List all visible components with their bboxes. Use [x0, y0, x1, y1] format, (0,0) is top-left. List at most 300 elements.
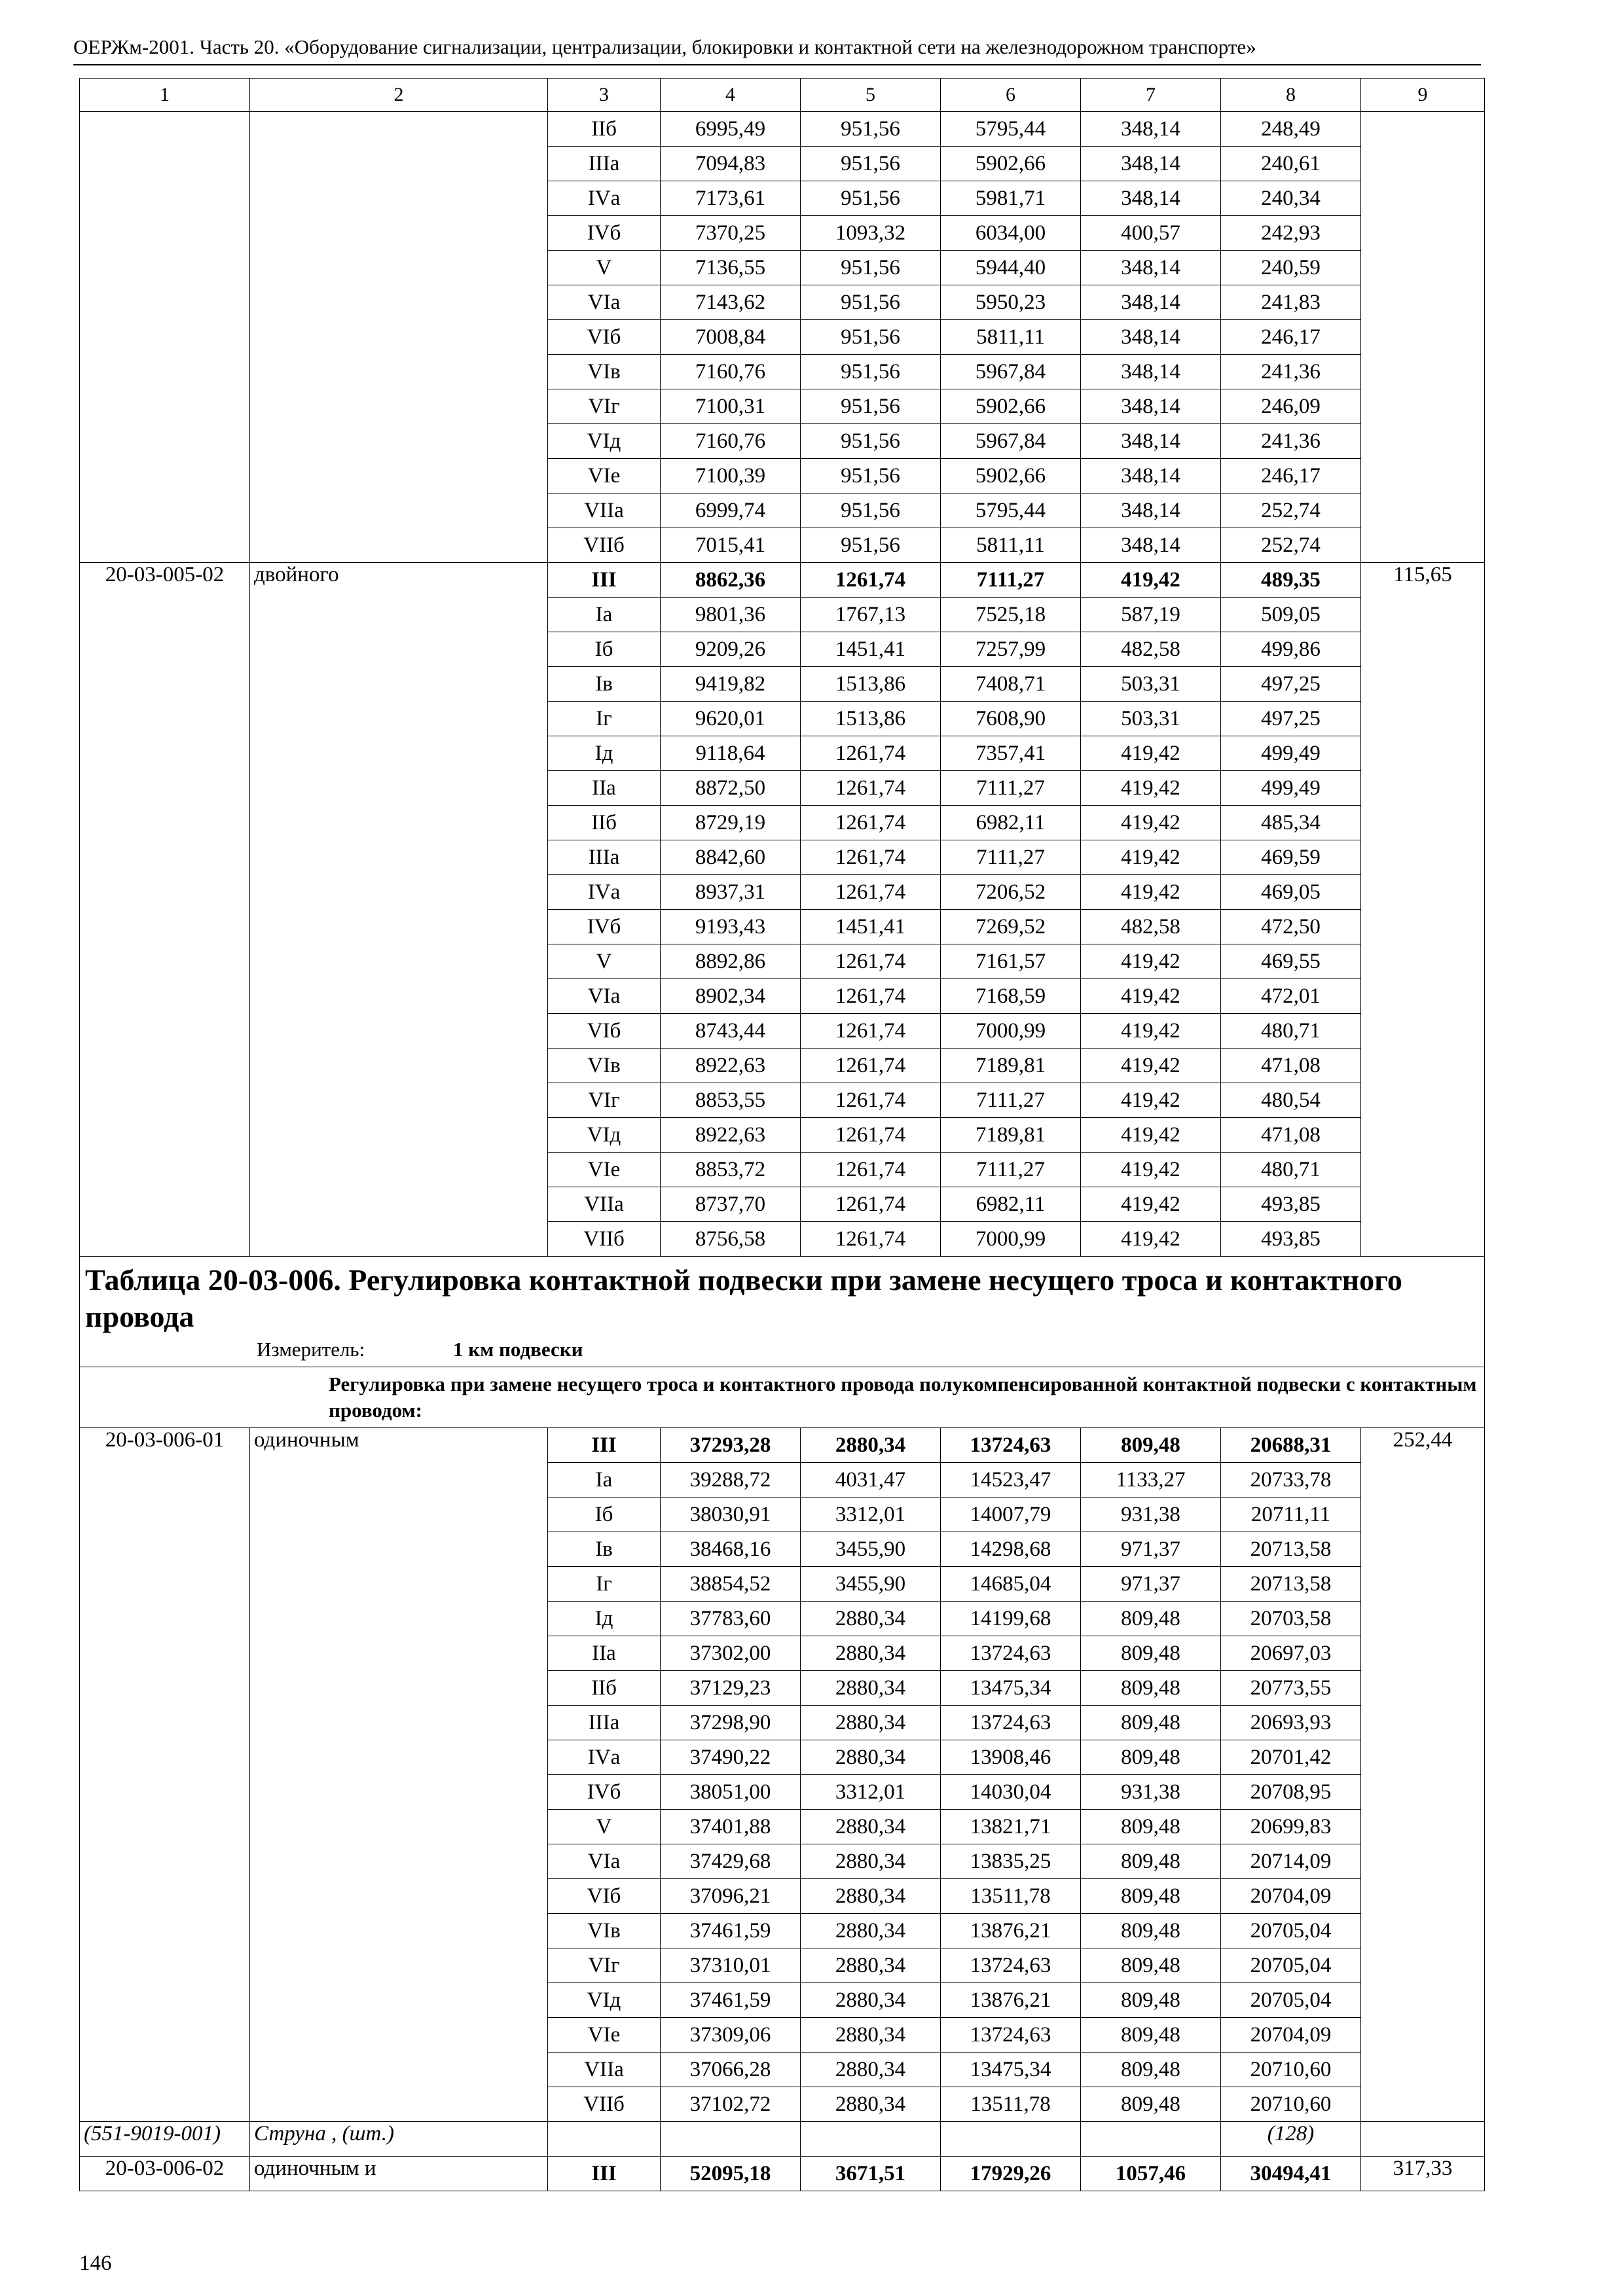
cell-col-5: 951,56	[801, 493, 941, 528]
cell-col-4: 7160,76	[661, 424, 801, 459]
cell-col-5: 951,56	[801, 320, 941, 355]
cell-col-5: 2880,34	[801, 1636, 941, 1671]
cell-col-7: 419,42	[1081, 736, 1221, 771]
cell-col-7: 348,14	[1081, 355, 1221, 389]
cell-col-3: VIд	[548, 424, 661, 459]
cell-col-3: VIб	[548, 320, 661, 355]
cell-col-7: 482,58	[1081, 632, 1221, 667]
cell-col-6: 7111,27	[941, 563, 1081, 598]
cell-col-3: Iа	[548, 598, 661, 632]
cell-col-4: 9620,01	[661, 702, 801, 736]
cell-col-4: 8902,34	[661, 979, 801, 1014]
cell-col-8: 246,09	[1221, 389, 1361, 424]
cell-col-6: 5902,66	[941, 459, 1081, 493]
cell-col-4: 6995,49	[661, 112, 801, 147]
meter-row	[85, 1336, 1479, 1363]
cell-col-5: 951,56	[801, 181, 941, 216]
cell-col-5: 1261,74	[801, 1014, 941, 1049]
cell-col-7: 348,14	[1081, 528, 1221, 563]
cell-col-7: 400,57	[1081, 216, 1221, 251]
cell-col-6: 5981,71	[941, 181, 1081, 216]
cell-col-4: 9801,36	[661, 598, 801, 632]
cell-col-4: 9209,26	[661, 632, 801, 667]
cell-col-8: (128)	[1221, 2122, 1361, 2157]
cell-col-8: 248,49	[1221, 112, 1361, 147]
cell-col-6: 7408,71	[941, 667, 1081, 702]
cell-col-4: 37461,59	[661, 1983, 801, 2018]
cell-col-3: VIг	[548, 389, 661, 424]
cell-col-4: 8922,63	[661, 1049, 801, 1083]
cell-col-4: 38854,52	[661, 1567, 801, 1602]
cell-col-4: 7143,62	[661, 285, 801, 320]
cell-col-7: 348,14	[1081, 320, 1221, 355]
cell-col-5: 951,56	[801, 528, 941, 563]
cell-col-5: 951,56	[801, 112, 941, 147]
cell-col-6: 14030,04	[941, 1775, 1081, 1810]
cell-col-8: 20710,60	[1221, 2087, 1361, 2122]
cell-col-6: 14523,47	[941, 1463, 1081, 1498]
cell-col-1	[80, 112, 250, 563]
cell-col-6: 5902,66	[941, 147, 1081, 181]
cell-col-6: 13876,21	[941, 1983, 1081, 2018]
cell-col-5: 951,56	[801, 285, 941, 320]
cell-col-8: 241,36	[1221, 424, 1361, 459]
cell-col-5: 1451,41	[801, 910, 941, 944]
cell-col-7: 587,19	[1081, 598, 1221, 632]
cell-col-7: 809,48	[1081, 1740, 1221, 1775]
cell-col-7: 503,31	[1081, 667, 1221, 702]
cell-col-7: 809,48	[1081, 2018, 1221, 2053]
cell-col-4: 8892,86	[661, 944, 801, 979]
cell-col-4: 38051,00	[661, 1775, 801, 1810]
cell-col-3: VIIб	[548, 1222, 661, 1257]
cell-col-8: 240,34	[1221, 181, 1361, 216]
cell-col-3: V	[548, 1810, 661, 1844]
cell-col-3: VIв	[548, 1914, 661, 1948]
cell-col-2	[250, 112, 548, 563]
cell-col-4: 7015,41	[661, 528, 801, 563]
cell-col-3: IIIа	[548, 1706, 661, 1740]
cell-col-7: 931,38	[1081, 1775, 1221, 1810]
cell-col-3: Iв	[548, 1532, 661, 1567]
cell-col-4: 37310,01	[661, 1948, 801, 1983]
cell-col-4: 37102,72	[661, 2087, 801, 2122]
cell-col-3: Iб	[548, 632, 661, 667]
cell-col-4: 37429,68	[661, 1844, 801, 1879]
cell-col-5: 951,56	[801, 251, 941, 285]
cell-col-5: 1261,74	[801, 771, 941, 806]
cell-col-4: 37401,88	[661, 1810, 801, 1844]
cell-col-1: 20-03-005-02	[80, 563, 250, 1257]
cell-col-4	[661, 2122, 801, 2157]
cell-col-5: 1261,74	[801, 979, 941, 1014]
cell-col-8: 20688,31	[1221, 1428, 1361, 1463]
cell-col-1: 20-03-006-02	[80, 2157, 250, 2191]
table-row	[80, 1428, 1485, 1463]
cell-col-8: 20704,09	[1221, 1879, 1361, 1914]
cell-col-4: 8862,36	[661, 563, 801, 598]
cell-col-7: 419,42	[1081, 1083, 1221, 1118]
cell-col-7: 419,42	[1081, 1153, 1221, 1187]
cell-col-5: 1261,74	[801, 1153, 941, 1187]
cell-col-4: 7008,84	[661, 320, 801, 355]
cell-col-4: 8737,70	[661, 1187, 801, 1222]
cell-col-5: 1261,74	[801, 736, 941, 771]
cell-col-7: 419,42	[1081, 1187, 1221, 1222]
cell-col-5: 1261,74	[801, 1187, 941, 1222]
cell-col-4: 37490,22	[661, 1740, 801, 1775]
cell-col-7: 809,48	[1081, 1983, 1221, 2018]
cell-col-6: 7257,99	[941, 632, 1081, 667]
cell-col-7: 809,48	[1081, 1636, 1221, 1671]
cell-col-6: 7111,27	[941, 1153, 1081, 1187]
cell-col-3: IIа	[548, 1636, 661, 1671]
cell-col-5: 1513,86	[801, 702, 941, 736]
cell-col-4: 7160,76	[661, 355, 801, 389]
cell-col-4: 7094,83	[661, 147, 801, 181]
cell-col-6: 13835,25	[941, 1844, 1081, 1879]
cell-col-6: 7161,57	[941, 944, 1081, 979]
cell-col-3: VIа	[548, 1844, 661, 1879]
cell-col-7: 419,42	[1081, 806, 1221, 840]
running-header: ОЕРЖм-2001. Часть 20. «Оборудование сигнализации, централизации, блокировки и контактной сети на железнодорожном транспорте»	[73, 34, 1481, 65]
cell-col-8: 20697,03	[1221, 1636, 1361, 1671]
cell-col-6: 13724,63	[941, 1636, 1081, 1671]
cell-col-5: 1261,74	[801, 1118, 941, 1153]
cell-col-7: 419,42	[1081, 944, 1221, 979]
cell-col-6: 6034,00	[941, 216, 1081, 251]
cell-col-7: 809,48	[1081, 1914, 1221, 1948]
resource-table	[79, 78, 1485, 2191]
cell-col-5: 1093,32	[801, 216, 941, 251]
cell-col-3: IIб	[548, 1671, 661, 1706]
cell-col-8: 469,59	[1221, 840, 1361, 875]
cell-col-5: 1261,74	[801, 1049, 941, 1083]
cell-col-4: 38030,91	[661, 1498, 801, 1532]
cell-col-4: 8922,63	[661, 1118, 801, 1153]
cell-col-6: 7189,81	[941, 1118, 1081, 1153]
cell-col-4: 8872,50	[661, 771, 801, 806]
cell-col-7: 419,42	[1081, 979, 1221, 1014]
cell-col-6: 13724,63	[941, 1428, 1081, 1463]
cell-col-5: 2880,34	[801, 1740, 941, 1775]
cell-col-5: 2880,34	[801, 1844, 941, 1879]
cell-col-7: 809,48	[1081, 1844, 1221, 1879]
cell-col-5: 951,56	[801, 147, 941, 181]
cell-col-3: VIе	[548, 1153, 661, 1187]
page-number: 146	[79, 2251, 112, 2275]
cell-col-9	[1361, 112, 1485, 563]
cell-col-8: 499,49	[1221, 736, 1361, 771]
cell-col-7: 348,14	[1081, 424, 1221, 459]
section-title-cell	[80, 1257, 1485, 1367]
cell-col-5: 1261,74	[801, 806, 941, 840]
cell-col-8: 242,93	[1221, 216, 1361, 251]
cell-col-7: 809,48	[1081, 2087, 1221, 2122]
column-number: 8	[1221, 79, 1361, 112]
cell-col-7: 419,42	[1081, 1014, 1221, 1049]
cell-col-3: Iв	[548, 667, 661, 702]
cell-col-7: 348,14	[1081, 251, 1221, 285]
cell-col-6: 13724,63	[941, 2018, 1081, 2053]
cell-col-8: 480,71	[1221, 1153, 1361, 1187]
subheading: Регулировка при замене несущего троса и контактного провода полукомпенсированной контактной подвески с контактным проводом:	[80, 1367, 1485, 1428]
cell-col-8: 240,59	[1221, 251, 1361, 285]
cell-col-6: 14199,68	[941, 1602, 1081, 1636]
cell-col-4: 37302,00	[661, 1636, 801, 1671]
cell-col-8: 469,05	[1221, 875, 1361, 910]
cell-col-8: 20710,60	[1221, 2053, 1361, 2087]
cell-col-8: 471,08	[1221, 1049, 1361, 1083]
cell-col-4: 52095,18	[661, 2157, 801, 2191]
cell-col-8: 20701,42	[1221, 1740, 1361, 1775]
cell-col-7: 419,42	[1081, 1118, 1221, 1153]
cell-col-5: 1767,13	[801, 598, 941, 632]
cell-col-7: 809,48	[1081, 2053, 1221, 2087]
cell-col-6: 7608,90	[941, 702, 1081, 736]
cell-col-5: 2880,34	[801, 1983, 941, 2018]
cell-col-7: 971,37	[1081, 1567, 1221, 1602]
cell-col-4: 9193,43	[661, 910, 801, 944]
cell-col-8: 493,85	[1221, 1187, 1361, 1222]
cell-col-8: 509,05	[1221, 598, 1361, 632]
cell-col-4: 7173,61	[661, 181, 801, 216]
cell-col-4: 8937,31	[661, 875, 801, 910]
cell-col-6: 14298,68	[941, 1532, 1081, 1567]
cell-col-6: 6982,11	[941, 1187, 1081, 1222]
cell-col-3: VIе	[548, 2018, 661, 2053]
cell-col-8: 497,25	[1221, 667, 1361, 702]
cell-col-7: 1057,46	[1081, 2157, 1221, 2191]
cell-col-6: 7000,99	[941, 1222, 1081, 1257]
cell-col-7: 348,14	[1081, 459, 1221, 493]
cell-col-6: 13724,63	[941, 1706, 1081, 1740]
cell-col-6: 7269,52	[941, 910, 1081, 944]
cell-col-8: 493,85	[1221, 1222, 1361, 1257]
cell-col-3: III	[548, 2157, 661, 2191]
cell-col-3: VIб	[548, 1879, 661, 1914]
material-row	[80, 2122, 1485, 2157]
cell-col-5: 2880,34	[801, 1428, 941, 1463]
cell-col-6: 5967,84	[941, 424, 1081, 459]
cell-col-5: 1261,74	[801, 1083, 941, 1118]
cell-col-7: 503,31	[1081, 702, 1221, 736]
cell-col-4: 8729,19	[661, 806, 801, 840]
cell-col-7: 971,37	[1081, 1532, 1221, 1567]
cell-col-7: 482,58	[1081, 910, 1221, 944]
cell-col-8: 471,08	[1221, 1118, 1361, 1153]
cell-col-7: 348,14	[1081, 147, 1221, 181]
cell-col-8: 20773,55	[1221, 1671, 1361, 1706]
cell-col-3: Iд	[548, 736, 661, 771]
cell-col-4: 8853,72	[661, 1153, 801, 1187]
cell-col-2: двойного	[250, 563, 548, 1257]
cell-col-6: 5902,66	[941, 389, 1081, 424]
cell-col-4: 8743,44	[661, 1014, 801, 1049]
cell-col-3: V	[548, 251, 661, 285]
column-number: 6	[941, 79, 1081, 112]
cell-col-9: 115,65	[1361, 563, 1485, 1257]
cell-col-8: 469,55	[1221, 944, 1361, 979]
cell-col-7: 348,14	[1081, 285, 1221, 320]
cell-col-5: 1261,74	[801, 875, 941, 910]
cell-col-3: VIв	[548, 1049, 661, 1083]
cell-col-9	[1361, 2122, 1485, 2157]
cell-col-7: 809,48	[1081, 1879, 1221, 1914]
cell-col-4: 38468,16	[661, 1532, 801, 1567]
cell-col-7: 348,14	[1081, 181, 1221, 216]
cell-col-8: 20705,04	[1221, 1914, 1361, 1948]
cell-col-6: 13876,21	[941, 1914, 1081, 1948]
cell-col-6: 5950,23	[941, 285, 1081, 320]
table-row	[80, 563, 1485, 598]
cell-col-6: 13821,71	[941, 1810, 1081, 1844]
cell-col-3: IIIа	[548, 840, 661, 875]
cell-col-5: 2880,34	[801, 2053, 941, 2087]
cell-col-3: VIIа	[548, 493, 661, 528]
cell-col-7: 809,48	[1081, 1428, 1221, 1463]
cell-col-3: V	[548, 944, 661, 979]
cell-col-7: 419,42	[1081, 840, 1221, 875]
cell-col-3: IVб	[548, 910, 661, 944]
cell-col-7: 1133,27	[1081, 1463, 1221, 1498]
cell-col-6: 13724,63	[941, 1948, 1081, 1983]
cell-col-8: 472,01	[1221, 979, 1361, 1014]
cell-col-3: III	[548, 1428, 661, 1463]
cell-col-8: 20708,95	[1221, 1775, 1361, 1810]
cell-col-6: 7357,41	[941, 736, 1081, 771]
cell-col-6: 7525,18	[941, 598, 1081, 632]
cell-col-8: 20693,93	[1221, 1706, 1361, 1740]
cell-col-5: 3671,51	[801, 2157, 941, 2191]
cell-col-3: IIа	[548, 771, 661, 806]
section-title-row	[80, 1257, 1485, 1367]
cell-col-3: IIIа	[548, 147, 661, 181]
cell-col-6: 5795,44	[941, 493, 1081, 528]
cell-col-6: 13908,46	[941, 1740, 1081, 1775]
cell-col-3: IIб	[548, 112, 661, 147]
cell-col-1: 20-03-006-01	[80, 1428, 250, 2122]
cell-col-3: Iд	[548, 1602, 661, 1636]
cell-col-7: 419,42	[1081, 1049, 1221, 1083]
cell-col-4: 8853,55	[661, 1083, 801, 1118]
table-body-new	[80, 1428, 1485, 2191]
cell-col-8: 20713,58	[1221, 1567, 1361, 1602]
cell-col-3: VIд	[548, 1983, 661, 2018]
column-number: 7	[1081, 79, 1221, 112]
cell-col-5: 951,56	[801, 389, 941, 424]
cell-col-5: 2880,34	[801, 2018, 941, 2053]
cell-col-6: 7111,27	[941, 1083, 1081, 1118]
cell-col-8: 30494,41	[1221, 2157, 1361, 2191]
cell-col-3: IIб	[548, 806, 661, 840]
cell-col-4: 39288,72	[661, 1463, 801, 1498]
cell-col-5: 1261,74	[801, 944, 941, 979]
cell-col-3: VIе	[548, 459, 661, 493]
cell-col-5: 2880,34	[801, 1948, 941, 1983]
cell-col-4: 37309,06	[661, 2018, 801, 2053]
cell-col-8: 485,34	[1221, 806, 1361, 840]
cell-col-3: VIа	[548, 285, 661, 320]
cell-col-8: 20714,09	[1221, 1844, 1361, 1879]
cell-col-8: 20704,09	[1221, 2018, 1361, 2053]
cell-col-4: 7136,55	[661, 251, 801, 285]
cell-col-8: 499,86	[1221, 632, 1361, 667]
cell-col-6: 6982,11	[941, 806, 1081, 840]
cell-col-8: 20703,58	[1221, 1602, 1361, 1636]
column-number: 4	[661, 79, 801, 112]
column-number: 5	[801, 79, 941, 112]
cell-col-3: VIIа	[548, 2053, 661, 2087]
cell-col-6: 7206,52	[941, 875, 1081, 910]
cell-col-3: VIб	[548, 1014, 661, 1049]
cell-col-8: 480,54	[1221, 1083, 1361, 1118]
cell-col-2: одиночным	[250, 1428, 548, 2122]
cell-col-3: VIIб	[548, 528, 661, 563]
cell-col-6: 5811,11	[941, 528, 1081, 563]
cell-col-8: 472,50	[1221, 910, 1361, 944]
cell-col-6: 13511,78	[941, 1879, 1081, 1914]
cell-col-3	[548, 2122, 661, 2157]
cell-col-6: 7111,27	[941, 840, 1081, 875]
cell-col-8: 241,36	[1221, 355, 1361, 389]
cell-col-3: VIг	[548, 1948, 661, 1983]
cell-col-3: Iг	[548, 702, 661, 736]
meter-value: 1 км подвески	[453, 1338, 583, 1361]
cell-col-3: IVа	[548, 1740, 661, 1775]
cell-col-5: 3455,90	[801, 1532, 941, 1567]
cell-col-9: 317,33	[1361, 2157, 1485, 2191]
cell-col-3: VIIб	[548, 2087, 661, 2122]
cell-col-4: 7370,25	[661, 216, 801, 251]
cell-col-6: 5811,11	[941, 320, 1081, 355]
cell-col-5: 1261,74	[801, 563, 941, 598]
cell-col-6	[941, 2122, 1081, 2157]
cell-col-8: 20699,83	[1221, 1810, 1361, 1844]
cell-col-5: 2880,34	[801, 1671, 941, 1706]
cell-col-8: 252,74	[1221, 493, 1361, 528]
cell-col-4: 6999,74	[661, 493, 801, 528]
cell-col-5: 1513,86	[801, 667, 941, 702]
cell-col-5: 951,56	[801, 355, 941, 389]
cell-col-8: 241,83	[1221, 285, 1361, 320]
cell-col-3: IVб	[548, 1775, 661, 1810]
cell-col-7	[1081, 2122, 1221, 2157]
cell-col-6: 5795,44	[941, 112, 1081, 147]
cell-col-5: 3312,01	[801, 1775, 941, 1810]
cell-col-5: 2880,34	[801, 1706, 941, 1740]
cell-col-4: 8756,58	[661, 1222, 801, 1257]
column-number: 1	[80, 79, 250, 112]
cell-col-4: 37096,21	[661, 1879, 801, 1914]
cell-col-1: (551-9019-001)	[80, 2122, 250, 2157]
cell-col-6: 14685,04	[941, 1567, 1081, 1602]
cell-col-3: Iа	[548, 1463, 661, 1498]
cell-col-4: 9419,82	[661, 667, 801, 702]
cell-col-4: 37293,28	[661, 1428, 801, 1463]
cell-col-6: 17929,26	[941, 2157, 1081, 2191]
cell-col-5: 951,56	[801, 459, 941, 493]
cell-col-4: 37066,28	[661, 2053, 801, 2087]
cell-col-6: 7111,27	[941, 771, 1081, 806]
cell-col-6: 13511,78	[941, 2087, 1081, 2122]
cell-col-7: 931,38	[1081, 1498, 1221, 1532]
cell-col-4: 8842,60	[661, 840, 801, 875]
cell-col-3: VIа	[548, 979, 661, 1014]
cell-col-7: 809,48	[1081, 1671, 1221, 1706]
column-number: 2	[250, 79, 548, 112]
cell-col-3: VIг	[548, 1083, 661, 1118]
